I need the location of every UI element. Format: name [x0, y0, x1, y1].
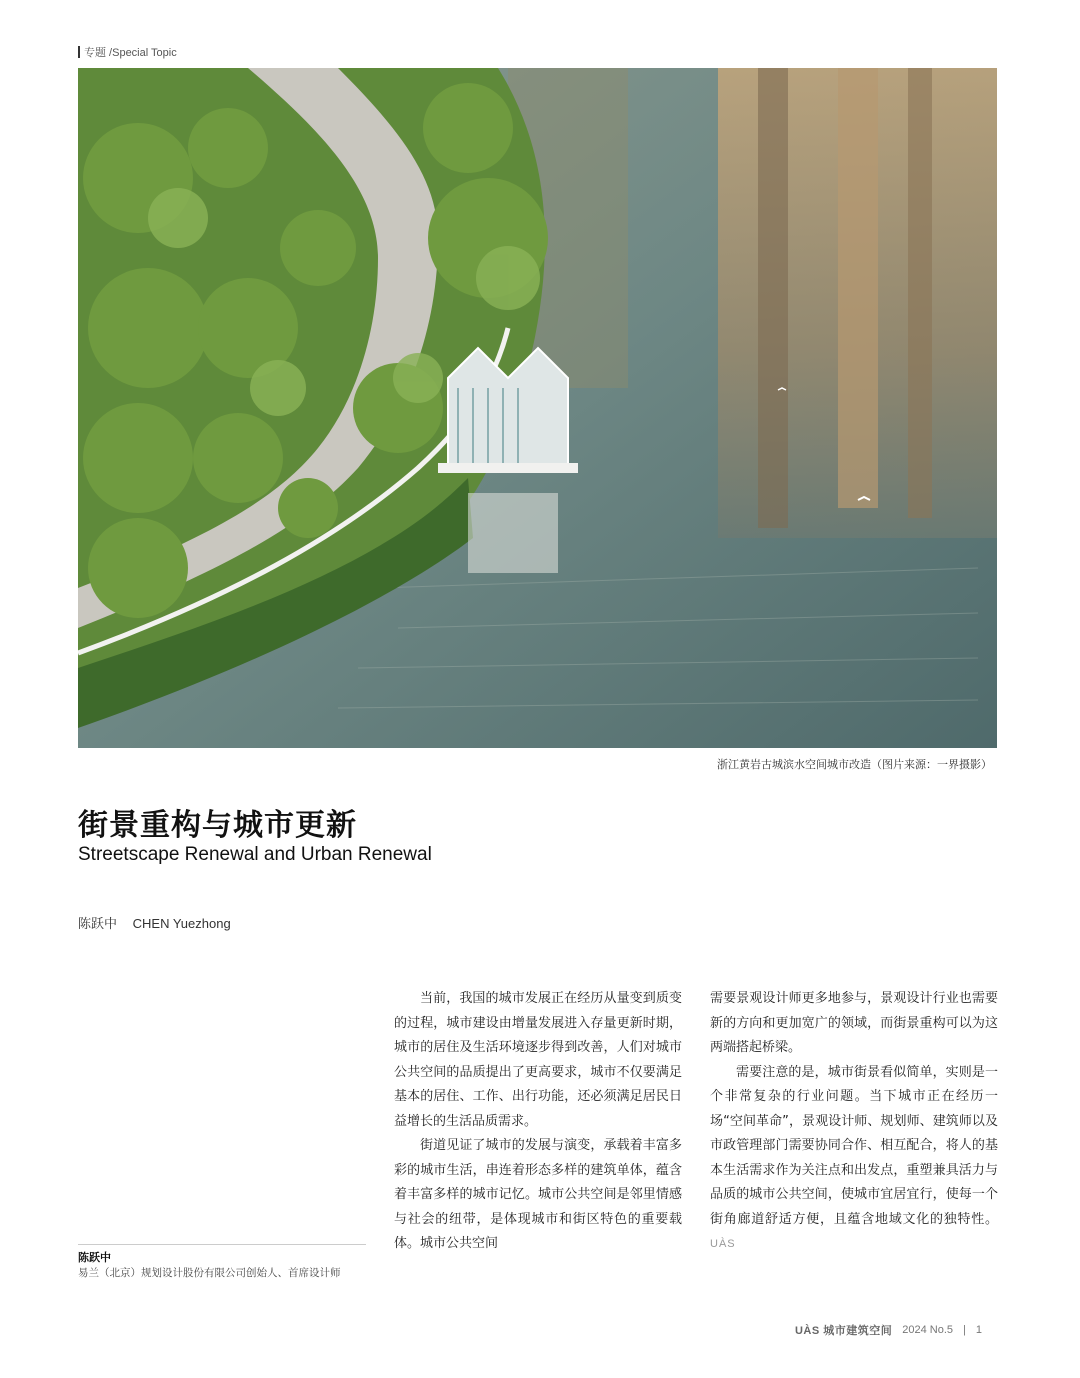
bio-description: 易兰（北京）规划设计股份有限公司创始人、首席设计师: [78, 1267, 341, 1279]
body-column-1: [394, 987, 682, 1257]
header-bar: [78, 46, 80, 58]
bio-name: 陈跃中: [78, 1251, 111, 1264]
paragraph-1: 当前，我国的城市发展正在经历从量变到质变的过程，城市建设由增量发展进入存量更新时期，城市的居住及生活环境逐步得到改善，人们对城市公共空间的品质提出了更高要求，城市不仅要满足基本的居住、工作、出行功能，还必须满足居民日益增长的生活品质需求。: [394, 991, 682, 1129]
journal-logo: UÀS 城市建筑空间: [794, 1325, 893, 1337]
article-title: 街景重构与城市更新: [78, 808, 357, 843]
paragraph-2: 街道见证了城市的发展与演变，承载着丰富多彩的城市生活，串连着形态多样的建筑单体，蕴含着丰富多样的城市记忆。城市公共空间是邻里情感与社会的纽带，是体现城市和街区特色的重要载体。城市公共空间: [394, 1138, 682, 1251]
footer-divider: |: [963, 1324, 966, 1336]
body-column-2: [710, 987, 998, 1257]
section-label: 专题 /Special Topic: [84, 47, 177, 59]
issue-number: 2024 No.5: [902, 1324, 954, 1336]
article-subtitle: Streetscape Renewal and Urban Renewal: [78, 844, 432, 865]
page-footer: [795, 1322, 982, 1338]
riverside-image: [78, 68, 997, 748]
paragraph-3-text: 需要注意的是，城市街景看似简单，实则是一个非常复杂的行业问题。当下城市正在经历一场“空间革命”，景观设计师、规划师、建筑师以及市政管理部门需要协同合作、相互配合，将人的基本生活需求作为关注点和出发点，重塑兼具活力与品质的城市公共空间，使城市宜居宜行，使每一个街角廊道舒适方便，且蕴含地域文化的独特性。: [710, 1064, 998, 1227]
page-number: 1: [975, 1324, 982, 1336]
feature-photo: [78, 68, 997, 748]
author-name-en: CHEN Yuezhong: [132, 916, 231, 931]
author-bio: [78, 1244, 366, 1280]
paragraph-3: [710, 1061, 998, 1257]
paragraph-2-continued: 需要景观设计师更多地参与，景观设计行业也需要新的方向和更加宽广的领域，而街景重构可以为这两端搭起桥梁。: [710, 991, 998, 1055]
end-mark: UÀS: [710, 1238, 736, 1250]
section-header: [78, 44, 177, 60]
author-line: [78, 913, 231, 932]
author-name-cn: 陈跃中: [78, 916, 118, 931]
photo-caption: 浙江黄岩古城滨水空间城市改造（图片来源：一界摄影）: [717, 758, 992, 771]
